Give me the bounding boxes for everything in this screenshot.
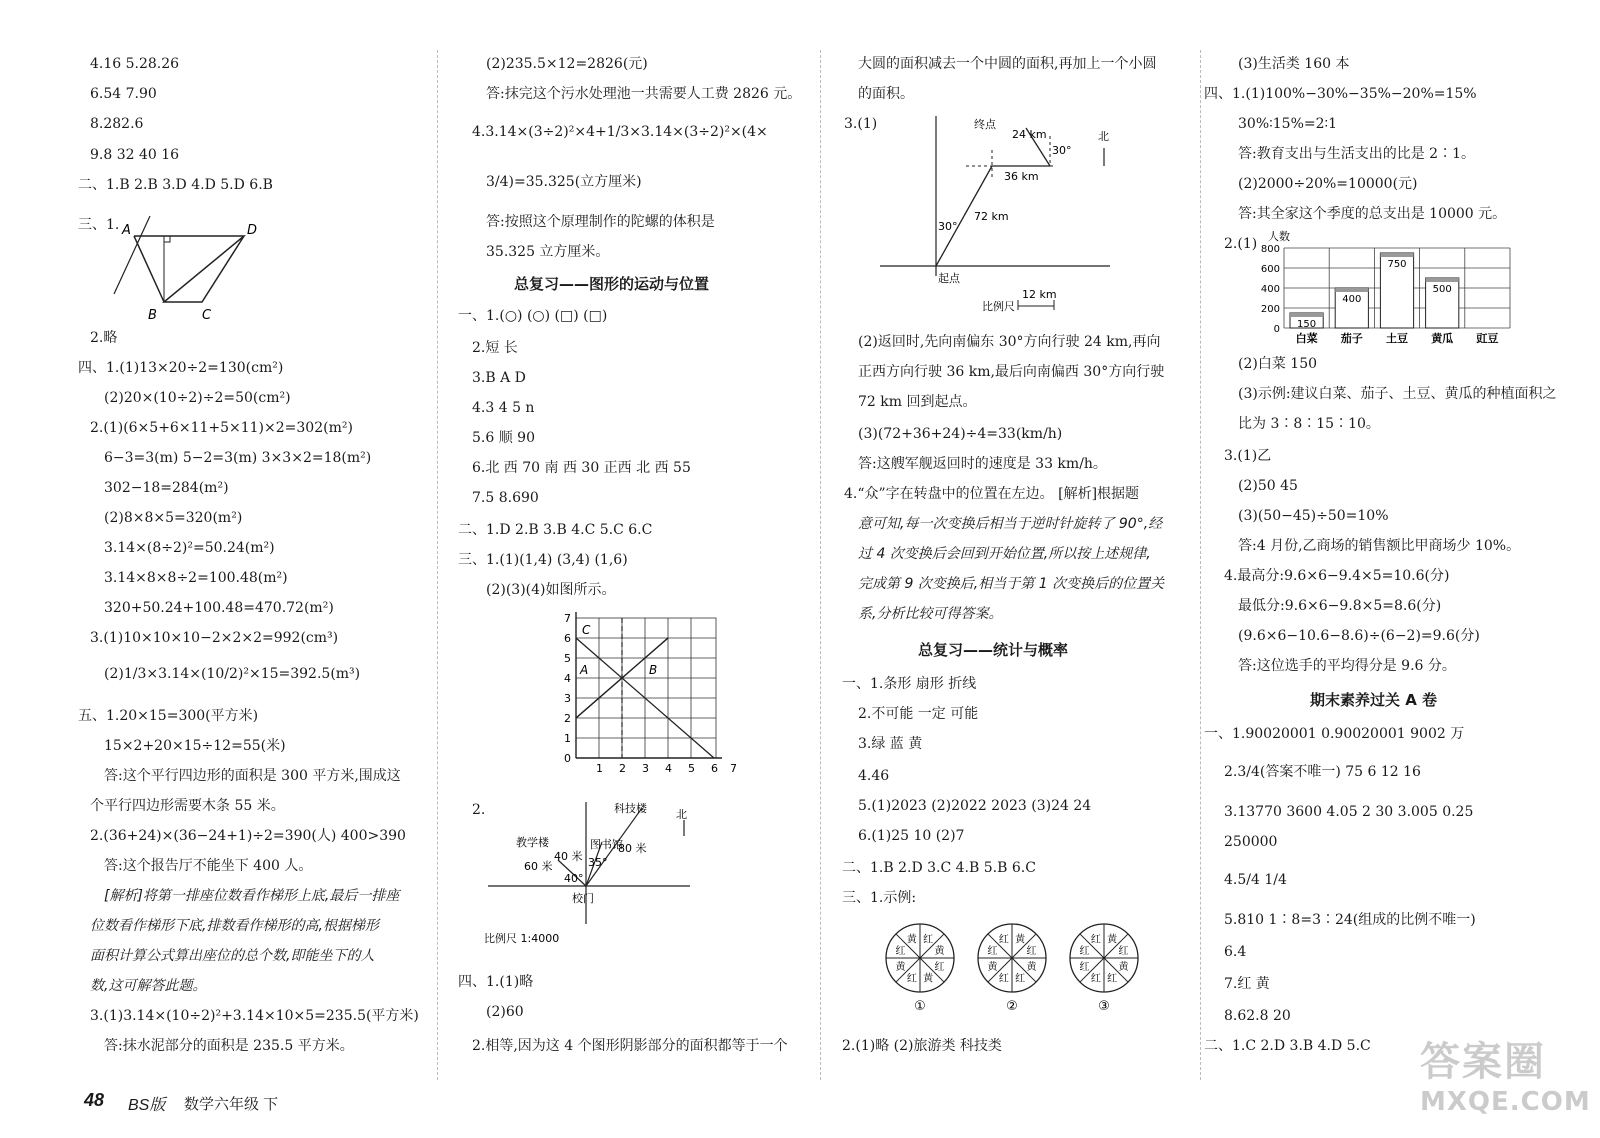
answer-line: 5.810 1∶8=3∶24(组成的比例不唯一) bbox=[1224, 912, 1476, 928]
answer-line: 2.略 bbox=[90, 330, 118, 346]
answer-line: (3)生活类 160 本 bbox=[1238, 56, 1350, 72]
spinner-sector-label: 红 bbox=[1079, 945, 1090, 957]
answer-line: 5.6 顺 90 bbox=[472, 430, 535, 446]
answer-line: 正西方向行驶 36 km,最后向南偏西 30°方向行驶 bbox=[858, 364, 1165, 380]
column-divider bbox=[437, 50, 438, 1080]
label-north: 北 bbox=[1098, 130, 1109, 143]
label-b: B bbox=[649, 663, 658, 677]
analysis-line: 位数看作梯形下底,排数看作梯形的高,根据梯形 bbox=[90, 918, 379, 934]
spinner-sector-label: 红 bbox=[923, 934, 934, 946]
answer-line: 6.4 bbox=[1224, 944, 1247, 960]
label-dist-36: 36 km bbox=[1004, 170, 1039, 183]
label-b: B bbox=[148, 308, 157, 323]
spinner-sector-label: 红 bbox=[1026, 945, 1037, 957]
answer-line: 6.54 7.90 bbox=[90, 86, 157, 102]
answer-line: 三、1. bbox=[78, 217, 120, 233]
y-tick: 2 bbox=[564, 712, 571, 725]
answer-line: 250000 bbox=[1224, 834, 1278, 850]
label-start: 起点 bbox=[938, 272, 960, 285]
x-tick: 4 bbox=[665, 762, 672, 775]
subject-label: 数学六年级 下 bbox=[184, 1096, 279, 1113]
label-angle-40: 40° bbox=[564, 872, 584, 885]
answer-line: 6−3=3(m) 5−2=3(m) 3×3×2=18(m²) bbox=[104, 450, 372, 466]
edition-label: BS版 bbox=[128, 1097, 166, 1114]
label-angle-30a: 30° bbox=[1052, 144, 1072, 157]
column-divider bbox=[1200, 50, 1201, 1080]
grid-lines bbox=[576, 618, 716, 758]
spinner-sector-label: 红 bbox=[906, 973, 917, 985]
answer-line: 2.(36+24)×(36−24+1)÷2=390(人) 400>390 bbox=[90, 828, 406, 844]
section-title: 总复习——图形的运动与位置 bbox=[514, 275, 710, 293]
bar-cap bbox=[1335, 288, 1368, 292]
y-tick-label: 800 bbox=[1260, 244, 1280, 255]
answer-line: 3.13770 3600 4.05 2 30 3.005 0.25 bbox=[1224, 804, 1474, 820]
answer-line: (2)返回时,先向南偏东 30°方向行驶 24 km,再向 bbox=[858, 334, 1161, 350]
answer-line: 3.(1)3.14×(10÷2)²+3.14×10×5=235.5(平方米) bbox=[90, 1008, 419, 1024]
trapezoid-side bbox=[134, 236, 164, 302]
analysis-line: 数,这可解答此题。 bbox=[90, 978, 207, 994]
answer-line: 3.14×(8÷2)²=50.24(m²) bbox=[104, 540, 275, 556]
answer-line: 2.(1) bbox=[1224, 236, 1258, 252]
answer-line: (3)(50−45)÷50=10% bbox=[1238, 508, 1389, 524]
y-tick: 1 bbox=[564, 732, 571, 745]
answer-line: 四、1.(1)13×20÷2=130(cm²) bbox=[78, 360, 284, 376]
answer-line: 个平行四边形需要木条 55 米。 bbox=[90, 798, 285, 814]
y-tick-label: 400 bbox=[1260, 284, 1280, 295]
watermark-text: 答案圈 bbox=[1420, 1039, 1546, 1085]
y-tick-label: 200 bbox=[1260, 304, 1280, 315]
answer-line: 7.红 黄 bbox=[1224, 976, 1270, 992]
spinner-sector-label: 黄 bbox=[906, 934, 917, 946]
answer-line: 2.短 长 bbox=[472, 340, 518, 356]
y-axis-title: 人数 bbox=[1268, 230, 1290, 243]
answer-line: (2)235.5×12=2826(元) bbox=[486, 56, 648, 72]
answer-line: 三、1.示例: bbox=[842, 890, 917, 906]
label-dist-40: 40 米 bbox=[554, 850, 583, 863]
trapezoid-outline bbox=[134, 236, 244, 302]
spinner-sector-label: 黄 bbox=[1118, 962, 1129, 974]
label-end: 终点 bbox=[974, 118, 996, 131]
answer-line: 4.3 4 5 n bbox=[472, 400, 535, 416]
answer-line: 答:这个平行四边形的面积是 300 平方米,围成这 bbox=[104, 768, 401, 784]
answer-line: 3.(1)10×10×10−2×2×2=992(cm³) bbox=[90, 630, 339, 646]
label-teaching-building: 教学楼 bbox=[516, 836, 549, 849]
label-a: A bbox=[580, 663, 589, 677]
analysis-line: 过 4 次变换后会回到开始位置,所以按上述规律, bbox=[858, 546, 1151, 562]
answer-line: 答:抹水泥部分的面积是 235.5 平方米。 bbox=[104, 1038, 354, 1054]
spinner-number: ③ bbox=[1098, 999, 1110, 1014]
x-tick: 5 bbox=[688, 762, 695, 775]
answer-line: 一、1.(○) (○) (□) (□) bbox=[458, 308, 608, 324]
spinner-sector-label: 黄 bbox=[987, 962, 998, 974]
answer-line: 比为 3∶8∶15∶10。 bbox=[1238, 416, 1380, 432]
answer-line: 72 km 回到起点。 bbox=[858, 394, 977, 410]
x-tick: 7 bbox=[730, 762, 737, 775]
spinner-sector-label: 黄 bbox=[1015, 934, 1026, 946]
answer-line: 的面积。 bbox=[858, 86, 914, 102]
label-north: 北 bbox=[676, 808, 687, 821]
spinner-sector-label: 黄 bbox=[1026, 962, 1037, 974]
data-label: 150 bbox=[1297, 319, 1317, 330]
answer-line: 五、1.20×15=300(平方米) bbox=[78, 708, 259, 724]
spinner-sector-label: 红 bbox=[1079, 962, 1090, 974]
answer-line: 8.62.8 20 bbox=[1224, 1008, 1291, 1024]
answer-line: 3.绿 蓝 黄 bbox=[858, 736, 923, 752]
y-tick: 3 bbox=[564, 692, 571, 705]
label-school-gate: 校门 bbox=[572, 892, 594, 905]
answer-line: 15×2+20×15÷12=55(米) bbox=[104, 738, 286, 754]
answer-line: 答:教育支出与生活支出的比是 2∶1。 bbox=[1238, 146, 1475, 162]
y-tick: 0 bbox=[564, 752, 571, 765]
answer-line: (2)白菜 150 bbox=[1238, 356, 1318, 372]
answer-line: (2)20×(10÷2)÷2=50(cm²) bbox=[104, 390, 291, 406]
label-angle-35: 35° bbox=[588, 856, 608, 869]
answer-line: (2)2000÷20%=10000(元) bbox=[1238, 176, 1418, 192]
category-label: 茄子 bbox=[1340, 332, 1363, 345]
answer-line: 答:其全家这个季度的总支出是 10000 元。 bbox=[1238, 206, 1507, 222]
answer-line: 答:这位选手的平均得分是 9.6 分。 bbox=[1238, 658, 1456, 674]
analysis-line: 意可知,每一次变换后相当于逆时针旋转了 90°,经 bbox=[858, 516, 1163, 532]
answer-line: (2)50 45 bbox=[1238, 478, 1298, 494]
y-tick: 7 bbox=[564, 612, 571, 625]
data-label: 400 bbox=[1342, 294, 1362, 305]
answer-line: 4.5/4 1/4 bbox=[1224, 872, 1287, 888]
section-title: 总复习——统计与概率 bbox=[918, 641, 1069, 659]
answer-line: 7.5 8.690 bbox=[472, 490, 539, 506]
campus-map-figure bbox=[478, 796, 728, 956]
spinner-examples bbox=[882, 920, 1162, 1020]
spinner-sector-label: 红 bbox=[998, 973, 1009, 985]
answer-line: 一、1.条形 扇形 折线 bbox=[842, 676, 977, 692]
bar-cap bbox=[1380, 253, 1413, 257]
label-a: A bbox=[122, 223, 131, 238]
label-scale: 比例尺 1:4000 bbox=[484, 932, 560, 945]
label-c: C bbox=[582, 623, 591, 637]
answer-line: (2)(3)(4)如图所示。 bbox=[486, 582, 616, 598]
y-tick: 6 bbox=[564, 632, 571, 645]
x-tick: 6 bbox=[711, 762, 718, 775]
y-tick: 5 bbox=[564, 652, 571, 665]
label-dist-60: 60 米 bbox=[524, 860, 553, 873]
answer-line: 4.16 5.28.26 bbox=[90, 56, 180, 72]
answer-line: 一、1.90020001 0.90020001 9002 万 bbox=[1204, 726, 1465, 742]
answer-line: 三、1.(1)(1,4) (3,4) (1,6) bbox=[458, 552, 628, 568]
answer-line: 二、1.B 2.D 3.C 4.B 5.B 6.C bbox=[842, 860, 1036, 876]
answer-line: 四、1.(1)略 bbox=[458, 974, 534, 990]
answer-line: 2.(1)略 (2)旅游类 科技类 bbox=[842, 1038, 1002, 1054]
right-angle-mark bbox=[164, 236, 170, 242]
answer-line: 2. bbox=[472, 802, 486, 818]
watermark bbox=[1420, 1030, 1590, 1130]
coordinate-grid-figure bbox=[536, 608, 736, 788]
category-label: 豇豆 bbox=[1476, 332, 1499, 345]
answer-line: 二、1.D 2.B 3.B 4.C 5.C 6.C bbox=[458, 522, 653, 538]
spinner-sector-label: 红 bbox=[895, 945, 906, 957]
spinner-sector-label: 红 bbox=[998, 934, 1009, 946]
spinner-sector-label: 红 bbox=[1118, 945, 1129, 957]
spinner-sector-label: 红 bbox=[1015, 973, 1026, 985]
spinner-sector-label: 红 bbox=[987, 945, 998, 957]
y-tick-label: 0 bbox=[1273, 324, 1280, 335]
answer-line: (9.6×6−10.6−8.6)÷(6−2)=9.6(分) bbox=[1238, 628, 1480, 644]
answer-line: 答:抹完这个污水处理池一共需要人工费 2826 元。 bbox=[486, 86, 802, 102]
vegetable-bar-chart bbox=[1248, 228, 1518, 346]
x-tick-labels bbox=[596, 762, 737, 775]
answer-line: 四、1.(1)100%−30%−35%−20%=15% bbox=[1204, 86, 1477, 102]
answer-line: 大圆的面积减去一个中圆的面积,再加上一个小圆 bbox=[858, 56, 1157, 72]
trapezoid-figure bbox=[114, 216, 314, 323]
spinner-sector-label: 黄 bbox=[895, 962, 906, 974]
data-label: 500 bbox=[1432, 284, 1452, 295]
spinner-sector-label: 红 bbox=[1090, 973, 1101, 985]
spinner-sector-label: 红 bbox=[1090, 934, 1101, 946]
spinner-sector-label: 黄 bbox=[1107, 934, 1118, 946]
y-tick: 4 bbox=[564, 672, 571, 685]
watermark-url: MXQE.COM bbox=[1420, 1087, 1591, 1117]
spinner-sector-label: 黄 bbox=[923, 973, 934, 985]
label-dist-72: 72 km bbox=[974, 210, 1009, 223]
answer-line: 4.最高分:9.6×6−9.4×5=10.6(分) bbox=[1224, 568, 1450, 584]
y-tick-label: 600 bbox=[1260, 264, 1280, 275]
label-c: C bbox=[202, 308, 212, 323]
label-tech-building: 科技楼 bbox=[614, 802, 647, 815]
label-dist-80: 80 米 bbox=[618, 842, 647, 855]
spinner-sector-label: 黄 bbox=[934, 945, 945, 957]
answer-line: 30%∶15%=2∶1 bbox=[1238, 116, 1338, 132]
answer-line: 3.(1)乙 bbox=[1224, 448, 1272, 464]
label-scale-value: 12 km bbox=[1022, 288, 1057, 301]
x-tick: 2 bbox=[619, 762, 626, 775]
spinner-sector-label: 红 bbox=[934, 962, 945, 974]
answer-line: (2)60 bbox=[486, 1004, 524, 1020]
answer-line: 3/4)=35.325(立方厘米) bbox=[486, 174, 642, 190]
category-label: 白菜 bbox=[1295, 332, 1318, 345]
answer-line: 3.B A D bbox=[472, 370, 526, 386]
label-d: D bbox=[247, 223, 258, 238]
label-scale: 比例尺 bbox=[982, 300, 1015, 313]
answer-line: 5.(1)2023 (2)2022 2023 (3)24 24 bbox=[858, 798, 1092, 814]
answer-line: 答:按照这个原理制作的陀螺的体积是 bbox=[486, 214, 715, 230]
analysis-line: [解析]将第一排座位数看作梯形上底,最后一排座 bbox=[104, 888, 400, 904]
bar-cap bbox=[1426, 278, 1459, 282]
extended-line bbox=[114, 216, 150, 294]
answer-line: 2.相等,因为这 4 个图形阴影部分的面积都等于一个 bbox=[472, 1038, 788, 1054]
answer-line: 2.3/4(答案不唯一) 75 6 12 16 bbox=[1224, 764, 1421, 780]
data-label: 750 bbox=[1387, 259, 1407, 270]
category-label: 黄瓜 bbox=[1431, 332, 1454, 345]
answer-line: 二、1.C 2.D 3.B 4.D 5.C bbox=[1204, 1038, 1371, 1054]
label-library: 图书馆 bbox=[590, 838, 623, 851]
answer-line: 4.“众”字在转盘中的位置在左边。 [解析]根据题 bbox=[844, 486, 1140, 502]
spinner-number: ② bbox=[1006, 999, 1018, 1014]
answer-line: 6.(1)25 10 (2)7 bbox=[858, 828, 965, 844]
answer-line: 320+50.24+100.48=470.72(m²) bbox=[104, 600, 334, 616]
column-divider bbox=[820, 50, 821, 1080]
route-labels bbox=[938, 117, 1109, 313]
answer-line: 4.46 bbox=[858, 768, 890, 784]
answer-line: 答:这艘军舰返回时的速度是 33 km/h。 bbox=[858, 456, 1107, 472]
answer-line: 2.(1)(6×5+6×11+5×11)×2=302(m²) bbox=[90, 420, 353, 436]
analysis-line: 完成第 9 次变换后,相当于第 1 次变换后的位置关 bbox=[858, 576, 1165, 592]
answer-line: 二、1.B 2.B 3.D 4.D 5.D 6.B bbox=[78, 177, 273, 193]
answer-line: 最低分:9.6×6−9.8×5=8.6(分) bbox=[1238, 598, 1442, 614]
answer-line: 9.8 32 40 16 bbox=[90, 147, 180, 163]
spinner-number: ① bbox=[914, 999, 926, 1014]
answer-line: 答:这个报告厅不能坐下 400 人。 bbox=[104, 858, 313, 874]
page-number: 48 bbox=[84, 1090, 105, 1110]
answer-line: (3)示例:建议白菜、茄子、土豆、黄瓜的种植面积之 bbox=[1238, 386, 1557, 402]
analysis-line: 系,分析比较可得答案。 bbox=[858, 606, 1003, 622]
answer-line: 答:4 月份,乙商场的销售额比甲商场少 10%。 bbox=[1238, 538, 1521, 554]
x-tick: 1 bbox=[596, 762, 603, 775]
label-dist-24: 24 km bbox=[1012, 128, 1047, 141]
answer-line: 6.北 西 70 南 西 30 正西 北 西 55 bbox=[472, 460, 691, 476]
ship-route-figure bbox=[872, 110, 1122, 313]
answer-line: 35.325 立方厘米。 bbox=[486, 244, 610, 260]
y-tick-labels bbox=[564, 612, 571, 765]
bar-cap bbox=[1290, 313, 1323, 317]
answer-line: 3.(1) bbox=[844, 116, 878, 132]
answer-line: 4.3.14×(3÷2)²×4+1/3×3.14×(3÷2)²×(4× bbox=[472, 124, 768, 140]
answer-line: (3)(72+36+24)÷4=33(km/h) bbox=[858, 426, 1063, 442]
label-angle-30b: 30° bbox=[938, 220, 958, 233]
answer-line: 3.14×8×8÷2=100.48(m²) bbox=[104, 570, 288, 586]
answer-line: 302−18=284(m²) bbox=[104, 480, 229, 496]
answer-line: (2)1/3×3.14×(10/2)²×15=392.5(m³) bbox=[104, 666, 361, 682]
spinner-sector-label: 红 bbox=[1107, 973, 1118, 985]
answer-line: 8.282.6 bbox=[90, 116, 144, 132]
category-label: 土豆 bbox=[1386, 332, 1408, 345]
answer-line: (2)8×8×5=320(m²) bbox=[104, 510, 243, 526]
section-title: 期末素养过关 A 卷 bbox=[1310, 691, 1438, 709]
answer-line: 2.不可能 一定 可能 bbox=[858, 706, 979, 722]
analysis-line: 面积计算公式算出座位的总个数,即能坐下的人 bbox=[90, 948, 375, 964]
x-tick: 3 bbox=[642, 762, 649, 775]
